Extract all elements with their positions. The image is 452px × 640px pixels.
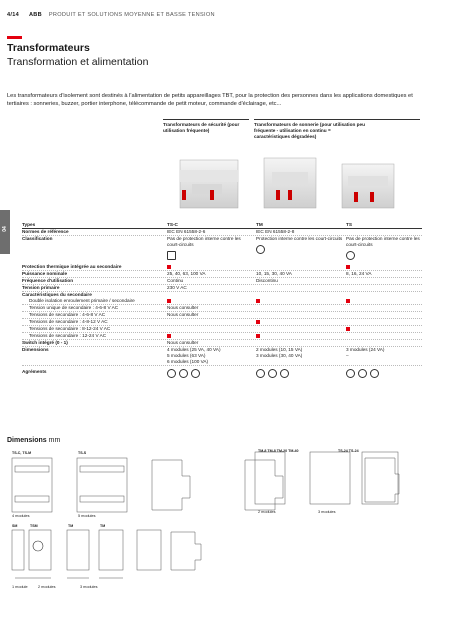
drawing-caption: 1 module <box>12 585 28 589</box>
table-row: Tensions de secondaire : 4-8-12 V AC <box>22 319 422 326</box>
short-circuit-proof-icon <box>256 245 265 254</box>
page-header <box>7 12 215 18</box>
table-row: Protection thermique intégrée au secondaire <box>22 264 422 271</box>
drawing-label: TM-8 TM-8 TM-20 TM-40 <box>258 449 299 453</box>
check-mark <box>256 299 260 303</box>
check-mark <box>167 265 171 269</box>
drawing-caption: 2 modules <box>38 585 56 589</box>
check-mark <box>167 334 171 338</box>
table-row: Dimensions 4 modules (25 VA, 40 VA) 2 modules (10, 15 VA) 3 modules (24 VA) <box>22 347 385 352</box>
table-row: Tensions de secondaire : 8-12-24 V AC <box>22 326 422 333</box>
transformer-photos <box>162 150 422 212</box>
check-mark <box>346 299 350 303</box>
table-row: Tensions de secondaire : 12-24 V AC <box>22 333 422 340</box>
drawing-label: TS-S <box>78 451 87 455</box>
table-row: Tension primaire 230 V AC <box>22 285 422 292</box>
drawing-label: SM <box>12 524 18 528</box>
drawing-label: TSM <box>30 524 38 528</box>
approval-ce-icon <box>167 369 176 378</box>
drawing-caption: 3 modules <box>80 585 98 589</box>
check-mark <box>256 320 260 324</box>
check-mark <box>256 334 260 338</box>
drawing-label: TS-24 TS-24 <box>338 449 359 453</box>
drawing-caption: 2 modules <box>258 510 276 514</box>
table-row: Tensions de secondaire : 4-6-8 V AC Nous consulter <box>22 312 422 319</box>
accent-bar <box>7 36 22 39</box>
approval-pct-icon <box>280 369 289 378</box>
approval-vde-icon <box>358 369 367 378</box>
column-title-security: Transformateurs de sécurité (pour utilisation fréquente) <box>163 122 240 134</box>
check-mark <box>167 299 171 303</box>
page-subtitle: Transformation et alimentation <box>7 56 149 68</box>
table-row: Types TS-C TM TS <box>22 222 422 229</box>
table-row: Fréquence d'utilisation Continu Discontinu <box>22 278 422 285</box>
divider <box>163 119 249 120</box>
page-title: Transformateurs <box>7 42 90 54</box>
drawing-label: TM <box>68 524 74 528</box>
page-number: 4/14 <box>7 12 20 18</box>
table-row: Double isolation enroulement primaire / secondaire <box>22 298 422 305</box>
dimension-drawings <box>7 448 447 633</box>
check-mark <box>346 265 350 269</box>
table-row: Tension unique de secondaire : 4-6-8 V AC Nous consulter <box>22 305 422 312</box>
approval-ce-icon <box>256 369 265 378</box>
table-row: Agréments <box>22 366 422 378</box>
column-title-bell: Transformateurs de sonnerie (pour utilisation peu fréquente - utilisation en continu = caractéristiques dégradées) <box>254 122 365 140</box>
drawing-caption: 3 modules <box>318 510 336 514</box>
approval-pct-icon <box>191 369 200 378</box>
drawing-caption: 5 modules <box>78 514 96 518</box>
safety-transformer-icon <box>167 251 176 260</box>
table-row: 6 modules (100 VA) <box>22 359 422 366</box>
table-row: Normes de référence IEC EN 61558-2-6 IEC EN 61558-2-8 <box>22 229 422 236</box>
table-row: Caractéristiques du secondaire <box>22 292 92 297</box>
approval-ce-icon <box>346 369 355 378</box>
table-row: Puissance nominale 25, 40, 63, 100 VA 10, 15, 30, 40 VA 8, 16, 24 VA <box>22 271 422 278</box>
drawing-label: TM <box>100 524 106 528</box>
dimensions-heading: Dimensions mm <box>7 437 61 444</box>
drawing-label: TS-C, TS-M <box>12 451 32 455</box>
table-row: 5 modules (63 VA) 3 modules (30, 40 VA) – <box>167 353 349 358</box>
bell-transformer-icon <box>346 251 355 260</box>
intro-paragraph: Les transformateurs d'isolement sont destinés à l'alimentation de petits appareillages TBT, pour la protection des personnes dans les applications domestiques et tertiaires : sonneries, buzzer, portier interphone, télécommande de petit moteur, commande d'éclairage, etc... <box>7 93 413 108</box>
table-row: Classification Pas de protection interne contre les court-circuits Protection interne contre les court-circuits Pas de protection interne contre les court-circuits <box>22 236 422 262</box>
section-tab: 04 <box>0 210 10 254</box>
header-title: PRODUIT ET SOLUTIONS MOYENNE ET BASSE TENSION <box>48 12 215 18</box>
drawing-caption: 4 modules <box>12 514 30 518</box>
divider <box>254 119 420 120</box>
approval-pct-icon <box>370 369 379 378</box>
check-mark <box>346 327 350 331</box>
brand-logo: ABB <box>28 12 42 18</box>
approval-vde-icon <box>268 369 277 378</box>
spec-table <box>22 222 422 378</box>
table-row: Switch intégré (0 - 1) Nous consulter <box>22 340 422 347</box>
approval-vde-icon <box>179 369 188 378</box>
